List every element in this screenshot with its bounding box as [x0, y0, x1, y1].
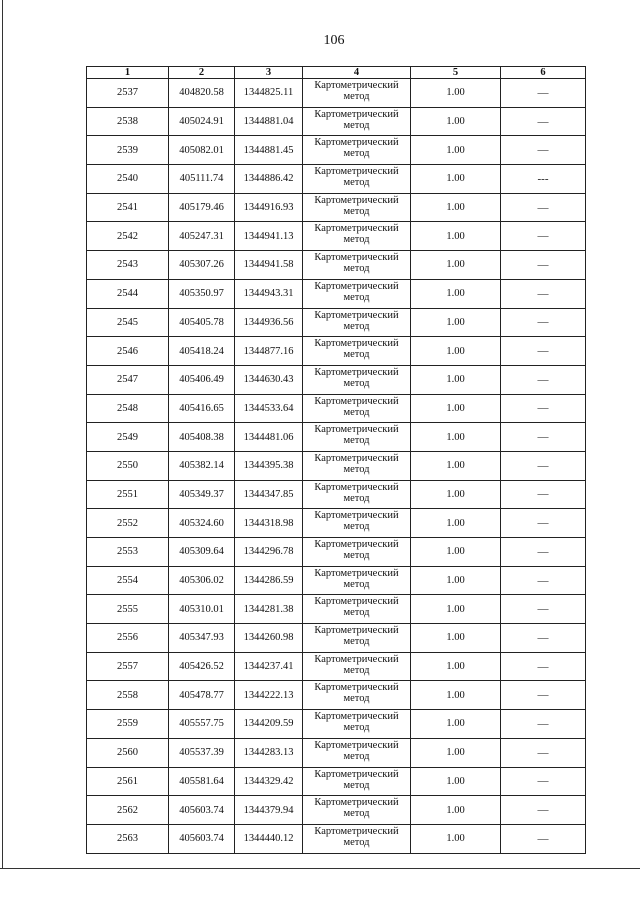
note-cell: —	[501, 624, 586, 653]
table-row	[87, 79, 586, 108]
x-coordinate-cell: 405408.38	[169, 423, 235, 452]
method-line-2: метод	[343, 836, 370, 848]
note-cell: —	[501, 595, 586, 624]
page-number: 106	[323, 33, 345, 48]
accuracy-cell: 1.00	[411, 193, 501, 222]
table-header-row	[87, 67, 586, 79]
y-coordinate-cell: 1344260.98	[235, 624, 303, 653]
point-number-cell: 2550	[87, 451, 169, 480]
note-cell: —	[501, 509, 586, 538]
accuracy-cell: 1.00	[411, 595, 501, 624]
x-coordinate-cell: 405324.60	[169, 509, 235, 538]
point-number-cell: 2549	[87, 423, 169, 452]
accuracy-cell: 1.00	[411, 251, 501, 280]
method-cell	[303, 738, 411, 767]
x-coordinate-cell: 405418.24	[169, 337, 235, 366]
note-cell: —	[501, 308, 586, 337]
method-cell	[303, 681, 411, 710]
accuracy-cell: 1.00	[411, 451, 501, 480]
method-line-2: метод	[343, 693, 370, 705]
y-coordinate-cell: 1344630.43	[235, 365, 303, 394]
page-border-left	[2, 0, 3, 868]
method-cell	[303, 767, 411, 796]
method-line-1: Картометрический	[314, 338, 399, 350]
note-cell: —	[501, 107, 586, 136]
method-line-2: метод	[343, 664, 370, 676]
column-header: 3	[235, 67, 303, 79]
method-cell	[303, 509, 411, 538]
method-line-1: Картометрический	[314, 596, 399, 608]
method-line-2: метод	[343, 521, 370, 533]
note-cell: —	[501, 423, 586, 452]
y-coordinate-cell: 1344286.59	[235, 566, 303, 595]
y-coordinate-cell: 1344281.38	[235, 595, 303, 624]
x-coordinate-cell: 405247.31	[169, 222, 235, 251]
note-cell: —	[501, 79, 586, 108]
method-cell	[303, 824, 411, 853]
method-line-1: Картометрический	[314, 452, 399, 464]
method-line-1: Картометрический	[314, 223, 399, 235]
accuracy-cell: 1.00	[411, 652, 501, 681]
point-number-cell: 2556	[87, 624, 169, 653]
column-header: 1	[87, 67, 169, 79]
table-row	[87, 193, 586, 222]
x-coordinate-cell: 405310.01	[169, 595, 235, 624]
point-number-cell: 2554	[87, 566, 169, 595]
y-coordinate-cell: 1344222.13	[235, 681, 303, 710]
y-coordinate-cell: 1344936.56	[235, 308, 303, 337]
note-cell: —	[501, 710, 586, 739]
note-cell: —	[501, 279, 586, 308]
method-line-1: Картометрический	[314, 653, 399, 665]
point-number-cell: 2551	[87, 480, 169, 509]
accuracy-cell: 1.00	[411, 365, 501, 394]
method-line-1: Картометрический	[314, 309, 399, 321]
method-cell	[303, 222, 411, 251]
table-row	[87, 767, 586, 796]
method-line-1: Картометрический	[314, 137, 399, 149]
method-cell	[303, 394, 411, 423]
column-header: 6	[501, 67, 586, 79]
method-line-1: Картометрический	[314, 797, 399, 809]
method-line-2: метод	[343, 320, 370, 332]
note-cell: —	[501, 538, 586, 567]
table-row	[87, 165, 586, 194]
method-cell	[303, 193, 411, 222]
x-coordinate-cell: 405478.77	[169, 681, 235, 710]
method-cell	[303, 423, 411, 452]
point-number-cell: 2547	[87, 365, 169, 394]
method-line-1: Картометрический	[314, 280, 399, 292]
method-cell	[303, 365, 411, 394]
method-line-2: метод	[343, 808, 370, 820]
note-cell: —	[501, 365, 586, 394]
method-line-2: метод	[343, 779, 370, 791]
x-coordinate-cell: 405347.93	[169, 624, 235, 653]
method-line-1: Картометрический	[314, 682, 399, 694]
method-line-2: метод	[343, 607, 370, 619]
accuracy-cell: 1.00	[411, 509, 501, 538]
method-line-2: метод	[343, 722, 370, 734]
x-coordinate-cell: 405082.01	[169, 136, 235, 165]
x-coordinate-cell: 405426.52	[169, 652, 235, 681]
point-number-cell: 2553	[87, 538, 169, 567]
method-line-1: Картометрический	[314, 539, 399, 550]
method-cell	[303, 451, 411, 480]
method-line-1: Картометрический	[314, 711, 399, 723]
x-coordinate-cell: 405306.02	[169, 566, 235, 595]
x-coordinate-cell: 405024.91	[169, 107, 235, 136]
table-row	[87, 509, 586, 538]
point-number-cell: 2546	[87, 337, 169, 366]
method-line-1: Картометрический	[314, 252, 399, 264]
note-cell: —	[501, 824, 586, 853]
table-row	[87, 337, 586, 366]
x-coordinate-cell: 405350.97	[169, 279, 235, 308]
y-coordinate-cell: 1344886.42	[235, 165, 303, 194]
table-row	[87, 394, 586, 423]
note-cell: —	[501, 767, 586, 796]
accuracy-cell: 1.00	[411, 824, 501, 853]
y-coordinate-cell: 1344943.31	[235, 279, 303, 308]
y-coordinate-cell: 1344881.04	[235, 107, 303, 136]
point-number-cell: 2542	[87, 222, 169, 251]
method-cell	[303, 624, 411, 653]
x-coordinate-cell: 405416.65	[169, 394, 235, 423]
method-cell	[303, 308, 411, 337]
note-cell: —	[501, 394, 586, 423]
method-line-1: Картометрический	[314, 194, 399, 206]
accuracy-cell: 1.00	[411, 681, 501, 710]
table-row	[87, 681, 586, 710]
accuracy-cell: 1.00	[411, 308, 501, 337]
method-cell	[303, 652, 411, 681]
method-line-1: Картометрический	[314, 80, 399, 91]
method-line-2: метод	[343, 349, 370, 361]
y-coordinate-cell: 1344881.45	[235, 136, 303, 165]
note-cell: —	[501, 193, 586, 222]
x-coordinate-cell: 405309.64	[169, 538, 235, 567]
x-coordinate-cell: 405179.46	[169, 193, 235, 222]
x-coordinate-cell: 405603.74	[169, 824, 235, 853]
table-row	[87, 365, 586, 394]
method-line-2: метод	[343, 91, 370, 102]
point-number-cell: 2545	[87, 308, 169, 337]
method-line-1: Картометрический	[314, 395, 399, 407]
column-header: 5	[411, 67, 501, 79]
method-cell	[303, 79, 411, 108]
note-cell: —	[501, 222, 586, 251]
method-line-2: метод	[343, 119, 370, 131]
table-row	[87, 824, 586, 853]
note-cell: —	[501, 681, 586, 710]
y-coordinate-cell: 1344825.11	[235, 79, 303, 108]
method-cell	[303, 136, 411, 165]
accuracy-cell: 1.00	[411, 222, 501, 251]
x-coordinate-cell: 405581.64	[169, 767, 235, 796]
method-cell	[303, 595, 411, 624]
accuracy-cell: 1.00	[411, 624, 501, 653]
accuracy-cell: 1.00	[411, 279, 501, 308]
y-coordinate-cell: 1344533.64	[235, 394, 303, 423]
accuracy-cell: 1.00	[411, 480, 501, 509]
method-cell	[303, 165, 411, 194]
note-cell: —	[501, 652, 586, 681]
table-row	[87, 308, 586, 337]
method-line-2: метод	[343, 435, 370, 447]
method-cell	[303, 279, 411, 308]
y-coordinate-cell: 1344379.94	[235, 796, 303, 825]
table-row	[87, 251, 586, 280]
method-line-1: Картометрический	[314, 825, 399, 837]
point-number-cell: 2557	[87, 652, 169, 681]
accuracy-cell: 1.00	[411, 738, 501, 767]
y-coordinate-cell: 1344941.13	[235, 222, 303, 251]
accuracy-cell: 1.00	[411, 566, 501, 595]
x-coordinate-cell: 405111.74	[169, 165, 235, 194]
accuracy-cell: 1.00	[411, 136, 501, 165]
method-line-1: Картометрический	[314, 510, 399, 522]
method-line-2: метод	[343, 492, 370, 504]
x-coordinate-cell: 405557.75	[169, 710, 235, 739]
accuracy-cell: 1.00	[411, 107, 501, 136]
x-coordinate-cell: 405349.37	[169, 480, 235, 509]
y-coordinate-cell: 1344283.13	[235, 738, 303, 767]
method-line-2: метод	[343, 406, 370, 418]
point-number-cell: 2538	[87, 107, 169, 136]
column-header: 2	[169, 67, 235, 79]
method-line-2: метод	[343, 463, 370, 475]
point-number-cell: 2562	[87, 796, 169, 825]
table-row	[87, 595, 586, 624]
method-line-1: Картометрический	[314, 108, 399, 120]
note-cell: —	[501, 337, 586, 366]
method-line-2: метод	[343, 377, 370, 389]
method-cell	[303, 796, 411, 825]
y-coordinate-cell: 1344440.12	[235, 824, 303, 853]
point-number-cell: 2539	[87, 136, 169, 165]
point-number-cell: 2544	[87, 279, 169, 308]
point-number-cell: 2555	[87, 595, 169, 624]
method-line-2: метод	[343, 234, 370, 246]
x-coordinate-cell: 405382.14	[169, 451, 235, 480]
method-line-1: Картометрический	[314, 366, 399, 378]
table-row	[87, 710, 586, 739]
method-line-1: Картометрический	[314, 768, 399, 780]
point-number-cell: 2543	[87, 251, 169, 280]
method-cell	[303, 480, 411, 509]
method-line-2: метод	[343, 205, 370, 217]
accuracy-cell: 1.00	[411, 538, 501, 567]
method-line-2: метод	[343, 550, 370, 561]
coordinates-table	[86, 66, 586, 854]
point-number-cell: 2559	[87, 710, 169, 739]
method-line-1: Картометрический	[314, 424, 399, 436]
table-row	[87, 451, 586, 480]
x-coordinate-cell: 404820.58	[169, 79, 235, 108]
note-cell: —	[501, 251, 586, 280]
note-cell: —	[501, 566, 586, 595]
method-cell	[303, 710, 411, 739]
table-row	[87, 624, 586, 653]
accuracy-cell: 1.00	[411, 767, 501, 796]
method-line-1: Картометрический	[314, 166, 399, 178]
y-coordinate-cell: 1344296.78	[235, 538, 303, 567]
accuracy-cell: 1.00	[411, 423, 501, 452]
note-cell: —	[501, 738, 586, 767]
table-row	[87, 652, 586, 681]
accuracy-cell: 1.00	[411, 165, 501, 194]
x-coordinate-cell: 405406.49	[169, 365, 235, 394]
y-coordinate-cell: 1344329.42	[235, 767, 303, 796]
table-row	[87, 738, 586, 767]
accuracy-cell: 1.00	[411, 710, 501, 739]
table-row	[87, 279, 586, 308]
method-line-2: метод	[343, 291, 370, 303]
table-row	[87, 222, 586, 251]
method-line-1: Картометрический	[314, 567, 399, 579]
table-row	[87, 538, 586, 567]
y-coordinate-cell: 1344347.85	[235, 480, 303, 509]
method-line-2: метод	[343, 636, 370, 648]
method-line-2: метод	[343, 148, 370, 160]
y-coordinate-cell: 1344395.38	[235, 451, 303, 480]
y-coordinate-cell: 1344237.41	[235, 652, 303, 681]
table-row	[87, 423, 586, 452]
accuracy-cell: 1.00	[411, 337, 501, 366]
table-row	[87, 796, 586, 825]
point-number-cell: 2558	[87, 681, 169, 710]
y-coordinate-cell: 1344877.16	[235, 337, 303, 366]
table-row	[87, 107, 586, 136]
method-line-2: метод	[343, 263, 370, 275]
y-coordinate-cell: 1344318.98	[235, 509, 303, 538]
y-coordinate-cell: 1344941.58	[235, 251, 303, 280]
method-line-1: Картометрический	[314, 481, 399, 493]
point-number-cell: 2561	[87, 767, 169, 796]
point-number-cell: 2563	[87, 824, 169, 853]
accuracy-cell: 1.00	[411, 79, 501, 108]
method-cell	[303, 251, 411, 280]
x-coordinate-cell: 405307.26	[169, 251, 235, 280]
point-number-cell: 2541	[87, 193, 169, 222]
table-row	[87, 566, 586, 595]
point-number-cell: 2552	[87, 509, 169, 538]
method-line-2: метод	[343, 177, 370, 189]
point-number-cell: 2548	[87, 394, 169, 423]
x-coordinate-cell: 405537.39	[169, 738, 235, 767]
table-body	[87, 79, 586, 854]
method-line-2: метод	[343, 578, 370, 590]
x-coordinate-cell: 405603.74	[169, 796, 235, 825]
method-line-1: Картометрический	[314, 625, 399, 637]
x-coordinate-cell: 405405.78	[169, 308, 235, 337]
method-line-2: метод	[343, 750, 370, 762]
point-number-cell: 2540	[87, 165, 169, 194]
note-cell: —	[501, 480, 586, 509]
note-cell: —	[501, 451, 586, 480]
note-cell: ---	[501, 165, 586, 194]
column-header: 4	[303, 67, 411, 79]
y-coordinate-cell: 1344916.93	[235, 193, 303, 222]
point-number-cell: 2537	[87, 79, 169, 108]
method-cell	[303, 566, 411, 595]
table-row	[87, 480, 586, 509]
y-coordinate-cell: 1344209.59	[235, 710, 303, 739]
point-number-cell: 2560	[87, 738, 169, 767]
accuracy-cell: 1.00	[411, 796, 501, 825]
table-row	[87, 136, 586, 165]
method-line-1: Картометрический	[314, 739, 399, 751]
method-cell	[303, 107, 411, 136]
y-coordinate-cell: 1344481.06	[235, 423, 303, 452]
page-border-bottom	[0, 868, 640, 869]
note-cell: —	[501, 796, 586, 825]
accuracy-cell: 1.00	[411, 394, 501, 423]
note-cell: —	[501, 136, 586, 165]
method-cell	[303, 538, 411, 567]
method-cell	[303, 337, 411, 366]
